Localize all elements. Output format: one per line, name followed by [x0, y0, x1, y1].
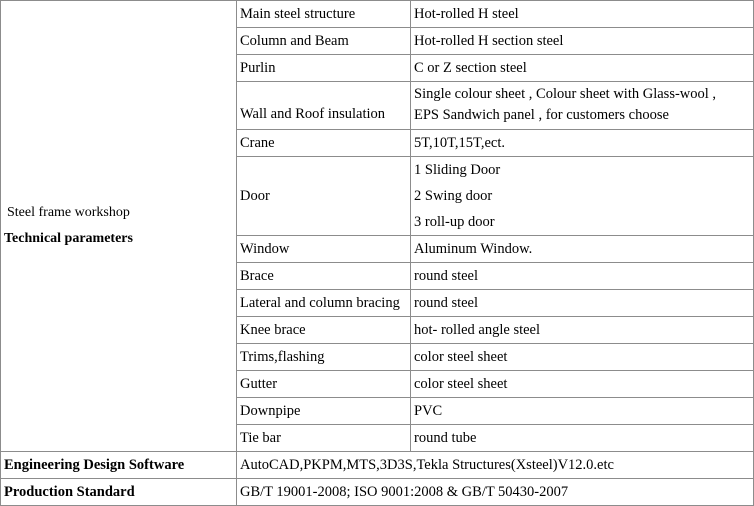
row-value: color steel sheet [411, 344, 754, 371]
software-label: Engineering Design Software [1, 452, 237, 479]
table-row-software [1, 452, 754, 479]
value-line: 3 roll-up door [414, 214, 495, 230]
row-label: Column and Beam [237, 28, 411, 55]
row-label: Brace [237, 263, 411, 290]
group-title: Steel frame workshop [7, 205, 130, 220]
row-value: round steel [411, 290, 754, 317]
group-label-cell [1, 1, 237, 452]
standard-value: GB/T 19001-2008; ISO 9001:2008 & GB/T 50430-2007 [237, 479, 754, 506]
row-label: Tie bar [237, 425, 411, 452]
software-value: AutoCAD,PKPM,MTS,3D3S,Tekla Structures(Xsteel)V12.0.etc [237, 452, 754, 479]
row-label: Lateral and column bracing [237, 290, 411, 317]
value-line: Single colour sheet , Colour sheet with Glass-wool , [414, 86, 717, 102]
row-label: Purlin [237, 55, 411, 82]
row-value: Aluminum Window. [411, 236, 754, 263]
row-label: Wall and Roof insulation [237, 82, 411, 130]
row-label: Trims,flashing [237, 344, 411, 371]
row-value: C or Z section steel [411, 55, 754, 82]
standard-label: Production Standard [1, 479, 237, 506]
group-subtitle: Technical parameters [4, 231, 133, 246]
row-value: Hot-rolled H section steel [411, 28, 754, 55]
row-value: round tube [411, 425, 754, 452]
value-line: 1 Sliding Door [414, 162, 501, 178]
row-label: Knee brace [237, 317, 411, 344]
table-row-standard [1, 479, 754, 506]
value-line: 2 Swing door [414, 188, 493, 204]
row-value: hot- rolled angle steel [411, 317, 754, 344]
row-value: PVC [411, 398, 754, 425]
row-label: Downpipe [237, 398, 411, 425]
table-row [1, 1, 754, 28]
row-value [411, 82, 754, 130]
row-value: 5T,10T,15T,ect. [411, 130, 754, 157]
row-label: Door [237, 157, 411, 236]
row-value: color steel sheet [411, 371, 754, 398]
row-value [411, 157, 754, 236]
row-value: round steel [411, 263, 754, 290]
row-label: Crane [237, 130, 411, 157]
row-value: Hot-rolled H steel [411, 1, 754, 28]
value-line: EPS Sandwich panel , for customers choose [414, 107, 669, 123]
row-label: Window [237, 236, 411, 263]
row-label: Gutter [237, 371, 411, 398]
row-label: Main steel structure [237, 1, 411, 28]
